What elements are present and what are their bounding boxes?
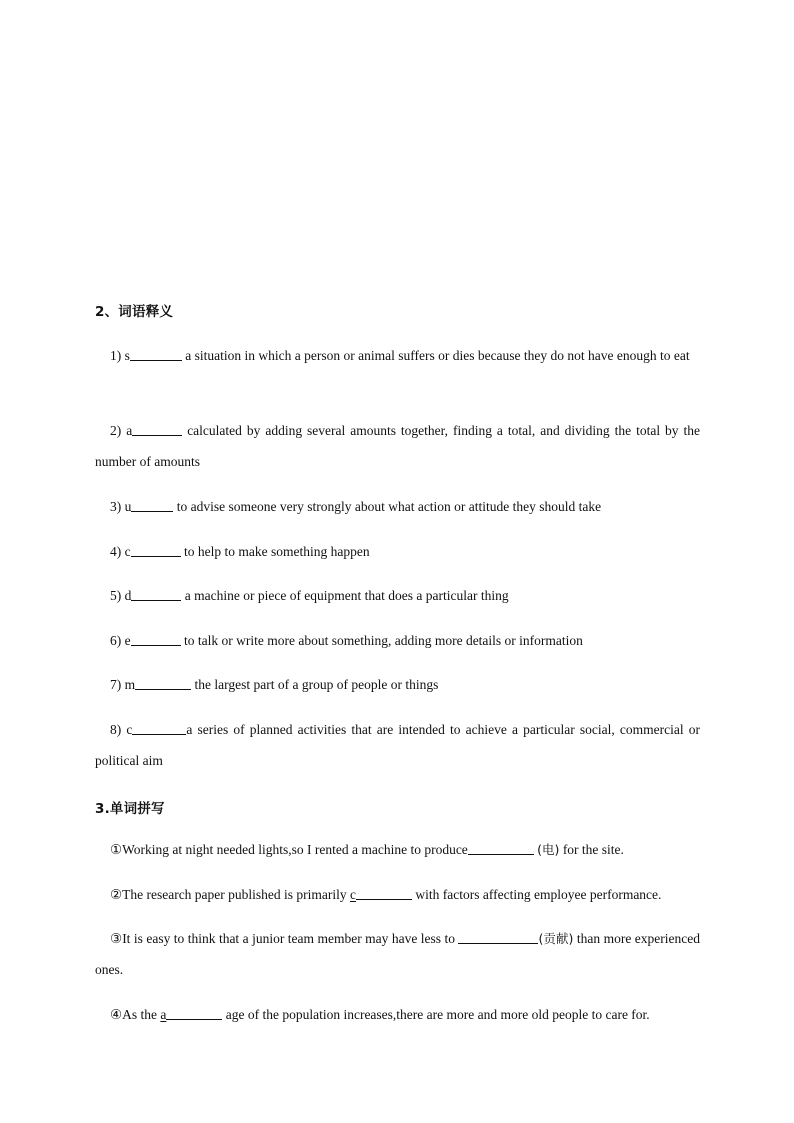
definition-item-3 xyxy=(95,491,700,522)
item-number: 6) xyxy=(110,633,122,648)
answer-blank[interactable] xyxy=(131,587,181,601)
answer-letter: c xyxy=(350,887,357,902)
answer-letter: d xyxy=(124,588,132,603)
answer-letter: c xyxy=(126,722,133,737)
spelling-question-1 xyxy=(95,834,700,865)
answer-blank[interactable] xyxy=(468,841,534,855)
question-mark-1: ① xyxy=(110,842,123,857)
chinese-hint: (贡献) xyxy=(538,931,574,946)
question-text: As the xyxy=(122,1007,157,1022)
item-number: 3) xyxy=(110,499,122,514)
definition-item-7 xyxy=(95,669,700,700)
definition-item-8 xyxy=(95,714,700,776)
section-heading-word-spelling: 3.单词拼写 xyxy=(95,801,165,817)
definition-text-cont: number of amounts xyxy=(95,454,200,469)
question-text-cont: experienced ones. xyxy=(95,931,701,977)
question-text-after: for the site. xyxy=(562,842,624,857)
question-text-after: than more xyxy=(576,931,632,946)
question-text: The research paper published is primarily xyxy=(122,887,347,902)
question-text-after: with factors affecting employee performance. xyxy=(415,887,662,902)
answer-letter: e xyxy=(124,633,131,648)
definition-item-1 xyxy=(95,340,700,371)
item-number: 1) xyxy=(110,348,122,363)
definition-text: to advise someone very strongly about what action or attitude they should take xyxy=(176,499,602,514)
item-number: 4) xyxy=(110,544,122,559)
item-number: 7) xyxy=(110,677,122,692)
answer-letter: a xyxy=(160,1007,167,1022)
answer-letter: s xyxy=(124,348,130,363)
answer-blank[interactable] xyxy=(135,676,191,690)
chinese-hint: (电) xyxy=(537,842,560,857)
answer-blank[interactable] xyxy=(130,347,182,361)
definition-item-6 xyxy=(95,625,700,656)
definition-text: a situation in which a person or animal suffers or dies because they do not have enough to xyxy=(185,348,671,363)
answer-letter: m xyxy=(124,677,136,692)
definition-text: the largest part of a group of people or things xyxy=(194,677,439,692)
answer-blank[interactable] xyxy=(131,543,181,557)
question-text: Working at night needed lights,so I rented a machine to produce xyxy=(122,842,468,857)
spelling-question-4 xyxy=(95,999,700,1030)
item-number: 5) xyxy=(110,588,122,603)
section-heading-vocabulary-definitions: 2、词语释义 xyxy=(95,304,174,320)
answer-blank[interactable] xyxy=(131,632,181,646)
definition-item-4 xyxy=(95,536,700,567)
answer-blank[interactable] xyxy=(458,930,538,944)
definition-item-2 xyxy=(95,415,700,477)
item-number: 8) xyxy=(110,722,122,737)
item-number: 2) xyxy=(110,423,122,438)
question-mark-2: ② xyxy=(110,887,123,902)
question-text-after: age of the population increases,there are more and more old people to care for. xyxy=(225,1007,650,1022)
definition-text: to talk or write more about something, adding more details or information xyxy=(184,633,583,648)
definition-text: to help to make something happen xyxy=(184,544,370,559)
answer-blank[interactable] xyxy=(132,721,186,735)
definition-text-cont: political aim xyxy=(95,753,163,768)
question-mark-4: ④ xyxy=(110,1007,123,1022)
definition-text: calculated by adding several amounts together, finding a total, and dividing the total by the xyxy=(187,423,701,438)
answer-blank[interactable] xyxy=(131,498,173,512)
spelling-question-2 xyxy=(95,879,700,910)
definition-text-cont: eat xyxy=(673,348,690,363)
answer-blank[interactable] xyxy=(166,1006,222,1020)
question-mark-3: ③ xyxy=(110,931,123,946)
definition-item-5 xyxy=(95,580,700,611)
definition-text: a series of planned activities that are intended to achieve a particular social, commercial or xyxy=(186,722,700,737)
answer-blank[interactable] xyxy=(132,422,182,436)
answer-letter: c xyxy=(124,544,131,559)
answer-blank[interactable] xyxy=(356,886,412,900)
spelling-question-3 xyxy=(95,923,700,985)
definition-text: a machine or piece of equipment that does a particular thing xyxy=(184,588,509,603)
answer-letter: a xyxy=(126,423,133,438)
answer-letter: u xyxy=(124,499,132,514)
question-text: It is easy to think that a junior team member may have less to xyxy=(122,931,455,946)
